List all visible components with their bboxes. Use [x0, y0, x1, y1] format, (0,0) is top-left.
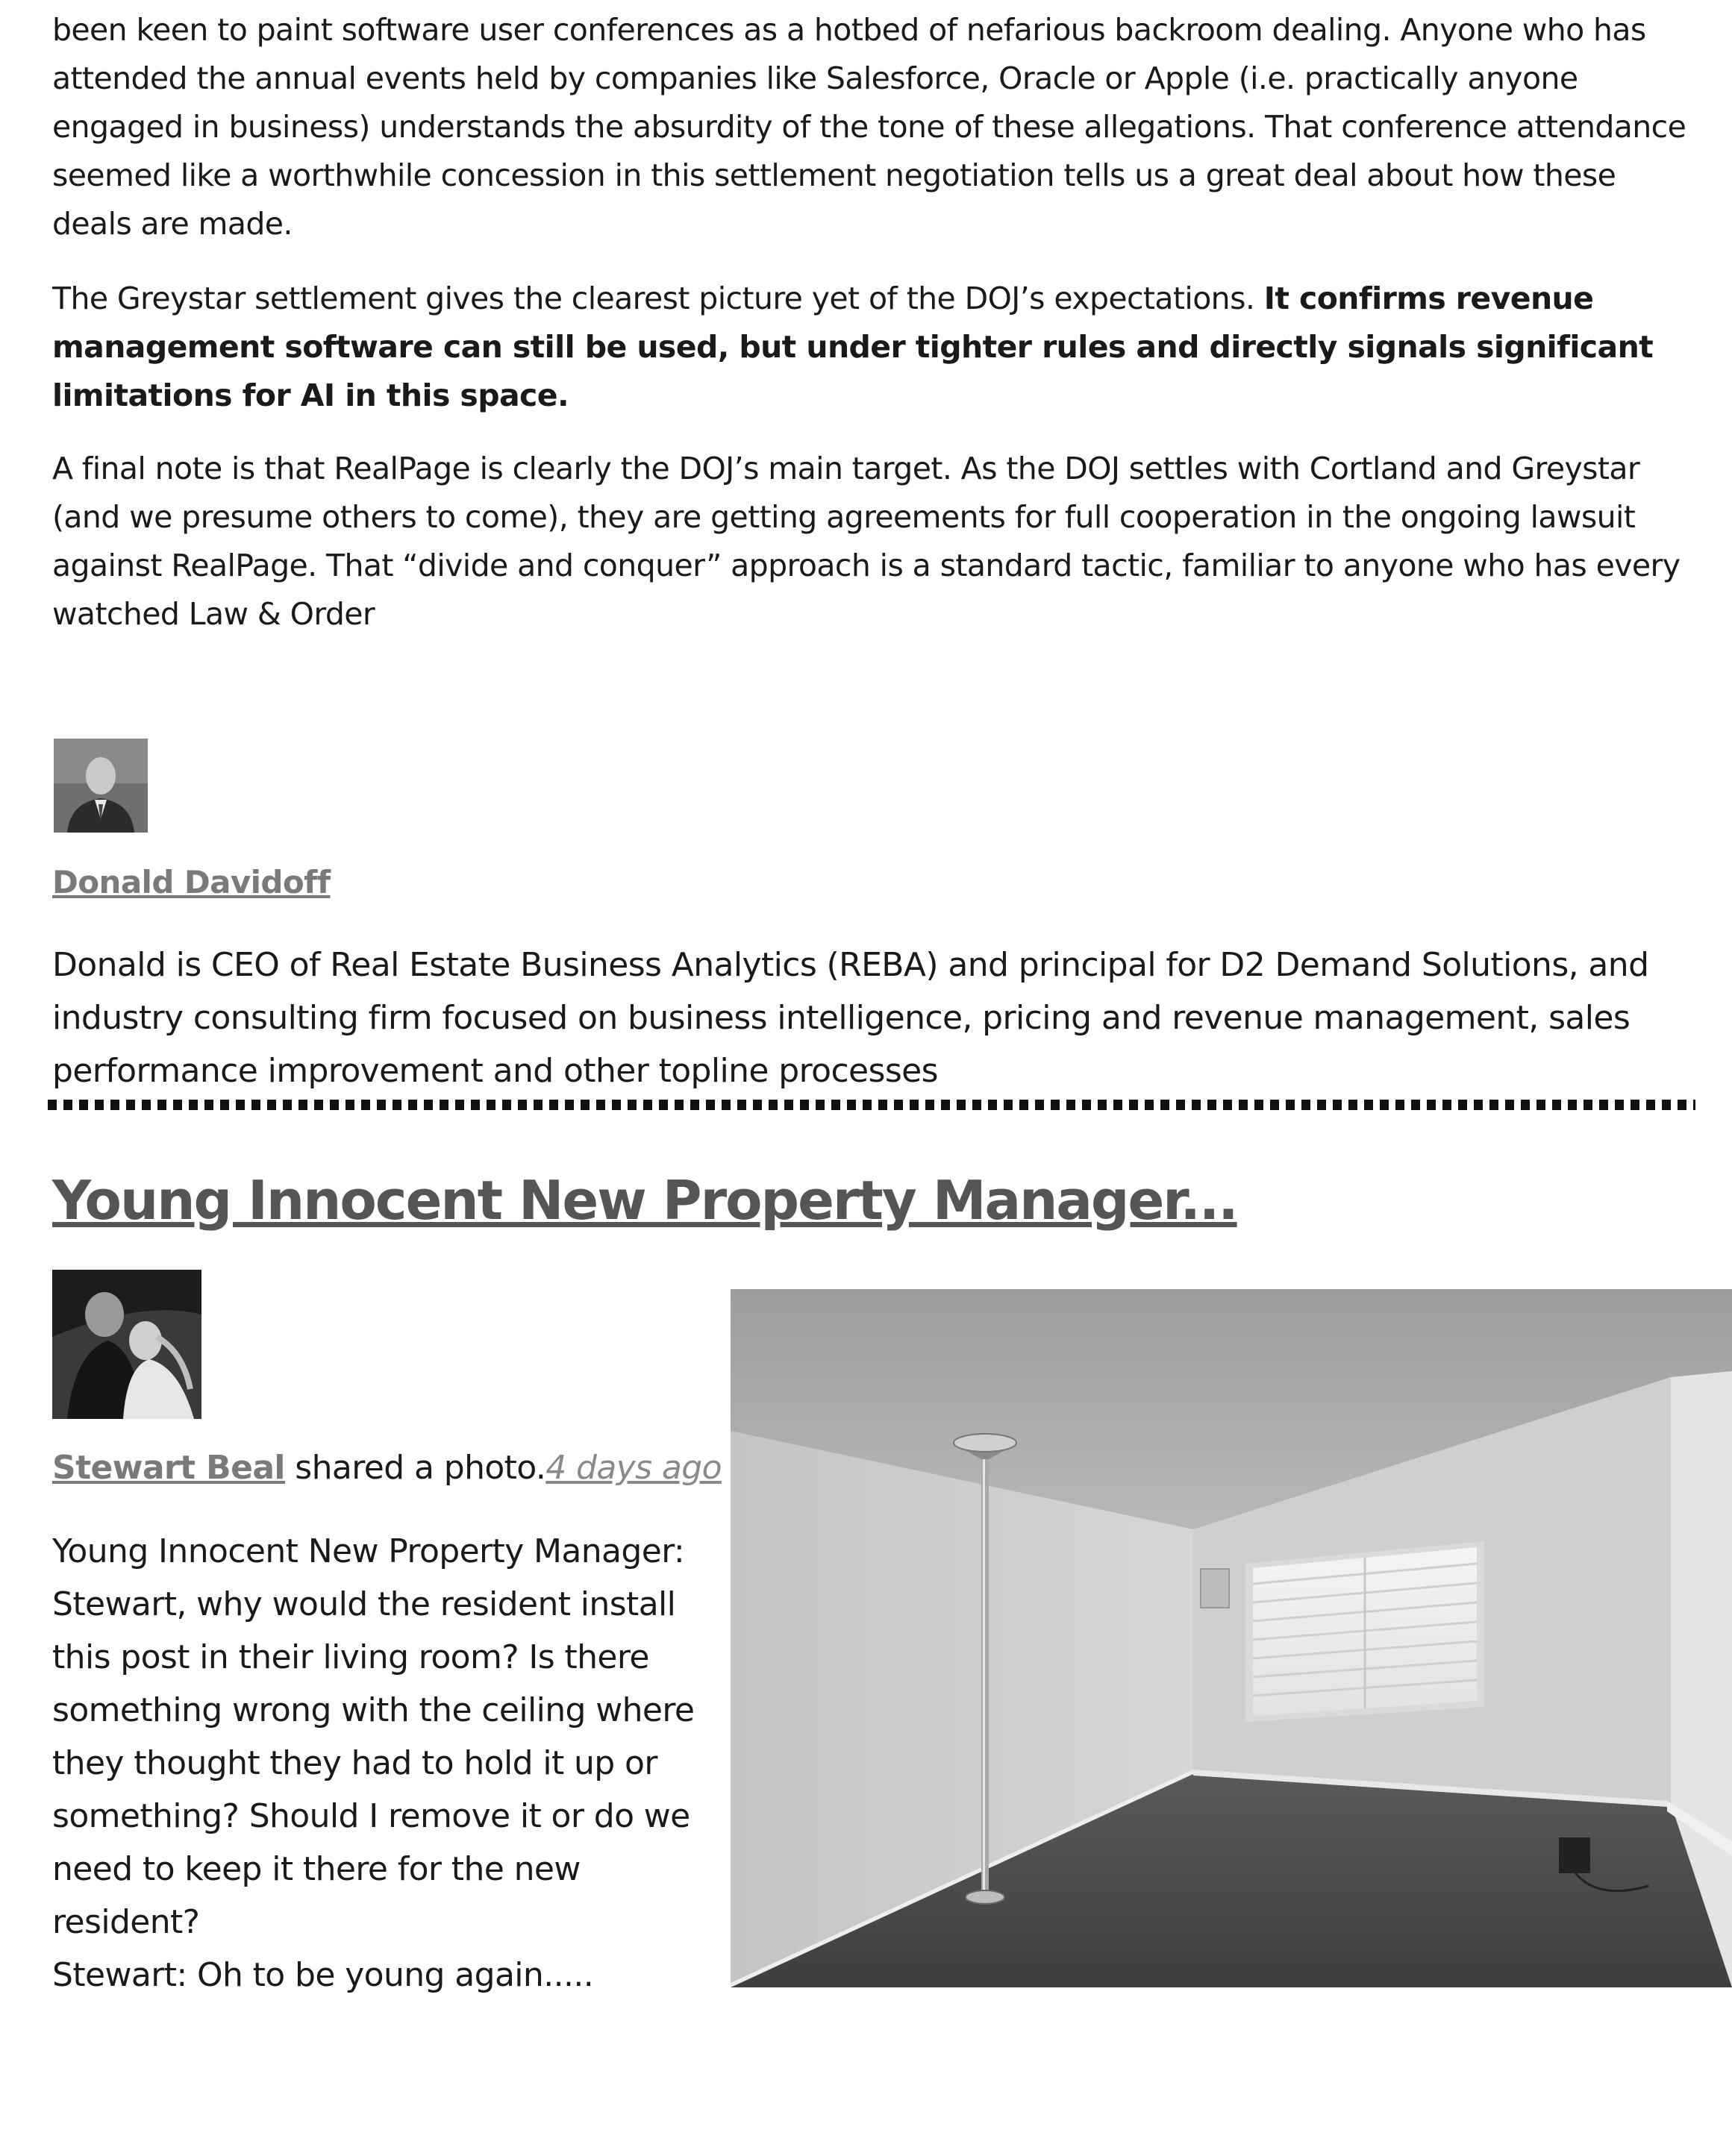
article-paragraph-1: been keen to paint software user conferences as a hotbed of nefarious backroom dealing. Anyone who has attended the annual events held by companies like Salesforce, Oracle or Apple (i.e. practically anyone engaged in business) understands the absurdity of the tone of these allegations. That conference attendance seemed like a worthwhile concession in this settlement negotiation tells us a great deal about how these deals are made.	[52, 12, 1686, 242]
post-line: they thought they had to hold it up or	[52, 1744, 657, 1782]
article-paragraph-3: A final note is that RealPage is clearly the DOJ’s main target. As the DOJ settles with Cortland and Greystar (and we presume others to come), they are getting agreements for full cooperation in the ongoing lawsuit against RealPage. That “divide and conquer” approach is a standard tactic, familiar to anyone who has every watched Law & Order	[52, 451, 1681, 632]
share-action-text: shared a photo.	[284, 1449, 546, 1487]
section-divider	[48, 1100, 1695, 1110]
post-line: Young Innocent New Property Manager:	[52, 1532, 685, 1570]
post-timestamp-link[interactable]: 4 days ago	[545, 1449, 722, 1487]
author-photo-icon	[54, 739, 148, 833]
room-photo-image	[731, 1289, 1732, 1987]
poster-name-link[interactable]: Stewart Beal	[52, 1449, 285, 1487]
post-line: need to keep it there for the new	[52, 1850, 581, 1888]
poster-avatar[interactable]	[52, 1270, 201, 1419]
post-line: something wrong with the ceiling where	[52, 1691, 695, 1729]
post-line: Stewart, why would the resident install	[52, 1585, 676, 1623]
post-line: this post in their living room? Is there	[52, 1638, 649, 1676]
post-line: resident?	[52, 1903, 200, 1941]
author-name-link[interactable]: Donald Davidoff	[52, 864, 331, 900]
poster-photo-icon	[52, 1270, 201, 1419]
post-title-link[interactable]: Young Innocent New Property Manager...	[52, 1169, 1237, 1232]
article-paragraph-2	[52, 275, 1694, 420]
post-line: Stewart: Oh to be young again.....	[52, 1956, 594, 1994]
post-body	[52, 1525, 709, 2002]
author-bio: Donald is CEO of Real Estate Business Analytics (REBA) and principal for D2 Demand Solutions, and industry consulting firm focused on business intelligence, pricing and revenue management, sales performance improvement and other topline processes	[52, 946, 1649, 1090]
paragraph-2-emphasis: It confirms revenue management software can still be used, but under tighter rules and directly signals significant limitations for AI in this space.	[52, 281, 1654, 413]
author-avatar[interactable]	[54, 739, 148, 833]
share-line	[52, 1449, 722, 1487]
post-photo[interactable]	[731, 1289, 1732, 1987]
paragraph-2-lead: The Greystar settlement gives the clearest picture yet of the DOJ’s expectations.	[52, 281, 1255, 316]
post-line: something? Should I remove it or do we	[52, 1797, 690, 1835]
